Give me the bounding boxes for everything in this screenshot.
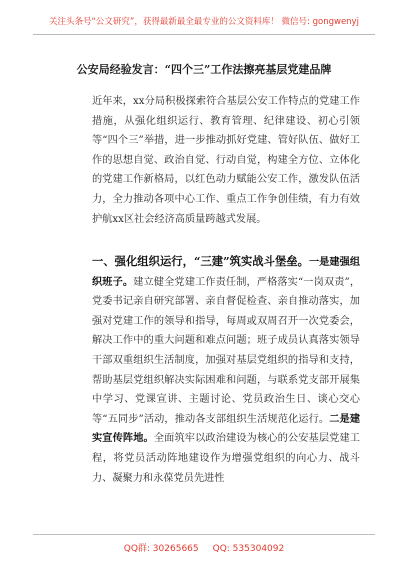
footer-qq-group: QQ群: 30265665 (123, 544, 199, 554)
paragraph-intro (72, 92, 360, 229)
section-1-lead: 一是建强组织班子。 (92, 256, 361, 288)
section-1-text-b: 全面筑牢以政治建设为核心的公安基层党建工程，将党员活动阵地建设作为增强党组织的向心力、战斗力、凝聚力和永葆党员先进性 (92, 433, 360, 484)
footer-divider (33, 534, 375, 535)
header-note: 关注头条号“公文研究”，获得最新最全最专业的公文资料库！ 微信号: gongwenyj (49, 17, 359, 27)
section-1-lead-2: 二是建实宣传阵地。 (92, 412, 361, 445)
section-1-text-a: 建立健全党建工作责任制，严格落实“一岗双责”，党委书记亲自研究部署、亲自督促检查、亲自推动落实，加强对党建工作的领导和指导，每周或双周召开一次党委会，解决工作中的重大问题和难点问题；班子成员认真落实领导干部双重组织生活制度，加强对基层党组织的指导和支持，帮助基层党组织解决实际困难和问题，与联系党支部开展集中学习、党课宣讲、主题讨论、党员政治生日、谈心交心等“五同步”活动，推动各支部组织生活规范化运行。 (92, 276, 361, 425)
footer-qq: QQ: 535304092 (212, 544, 285, 554)
section-1-heading: 一、强化组织运行，“三建”筑实战斗堡垒。 (92, 254, 309, 268)
document-title: 公安局经验发言：“四个三”工作法擦亮基层党建品牌 (76, 63, 332, 76)
header-divider (33, 34, 375, 35)
paragraph-intro-text: 近年来，xx分局积极探索符合基层公安工作特点的党建工作措施，从强化组织运行、教育管理、纪律建设、初心引领等“四个三”举措，进一步推动抓好党建、管好队伍、做好工作的思想自觉、政治自觉、行动自觉，构建全方位、立体化的党建工作新格局，以红色动力赋能公安工作，激发队伍活力，全力推动各项中心工作、重点工作争创佳绩，有力有效护航xx区社会经济高质量跨越式发展。 (92, 96, 360, 225)
footer-contact (0, 541, 408, 554)
paragraph-section-1 (72, 252, 360, 488)
